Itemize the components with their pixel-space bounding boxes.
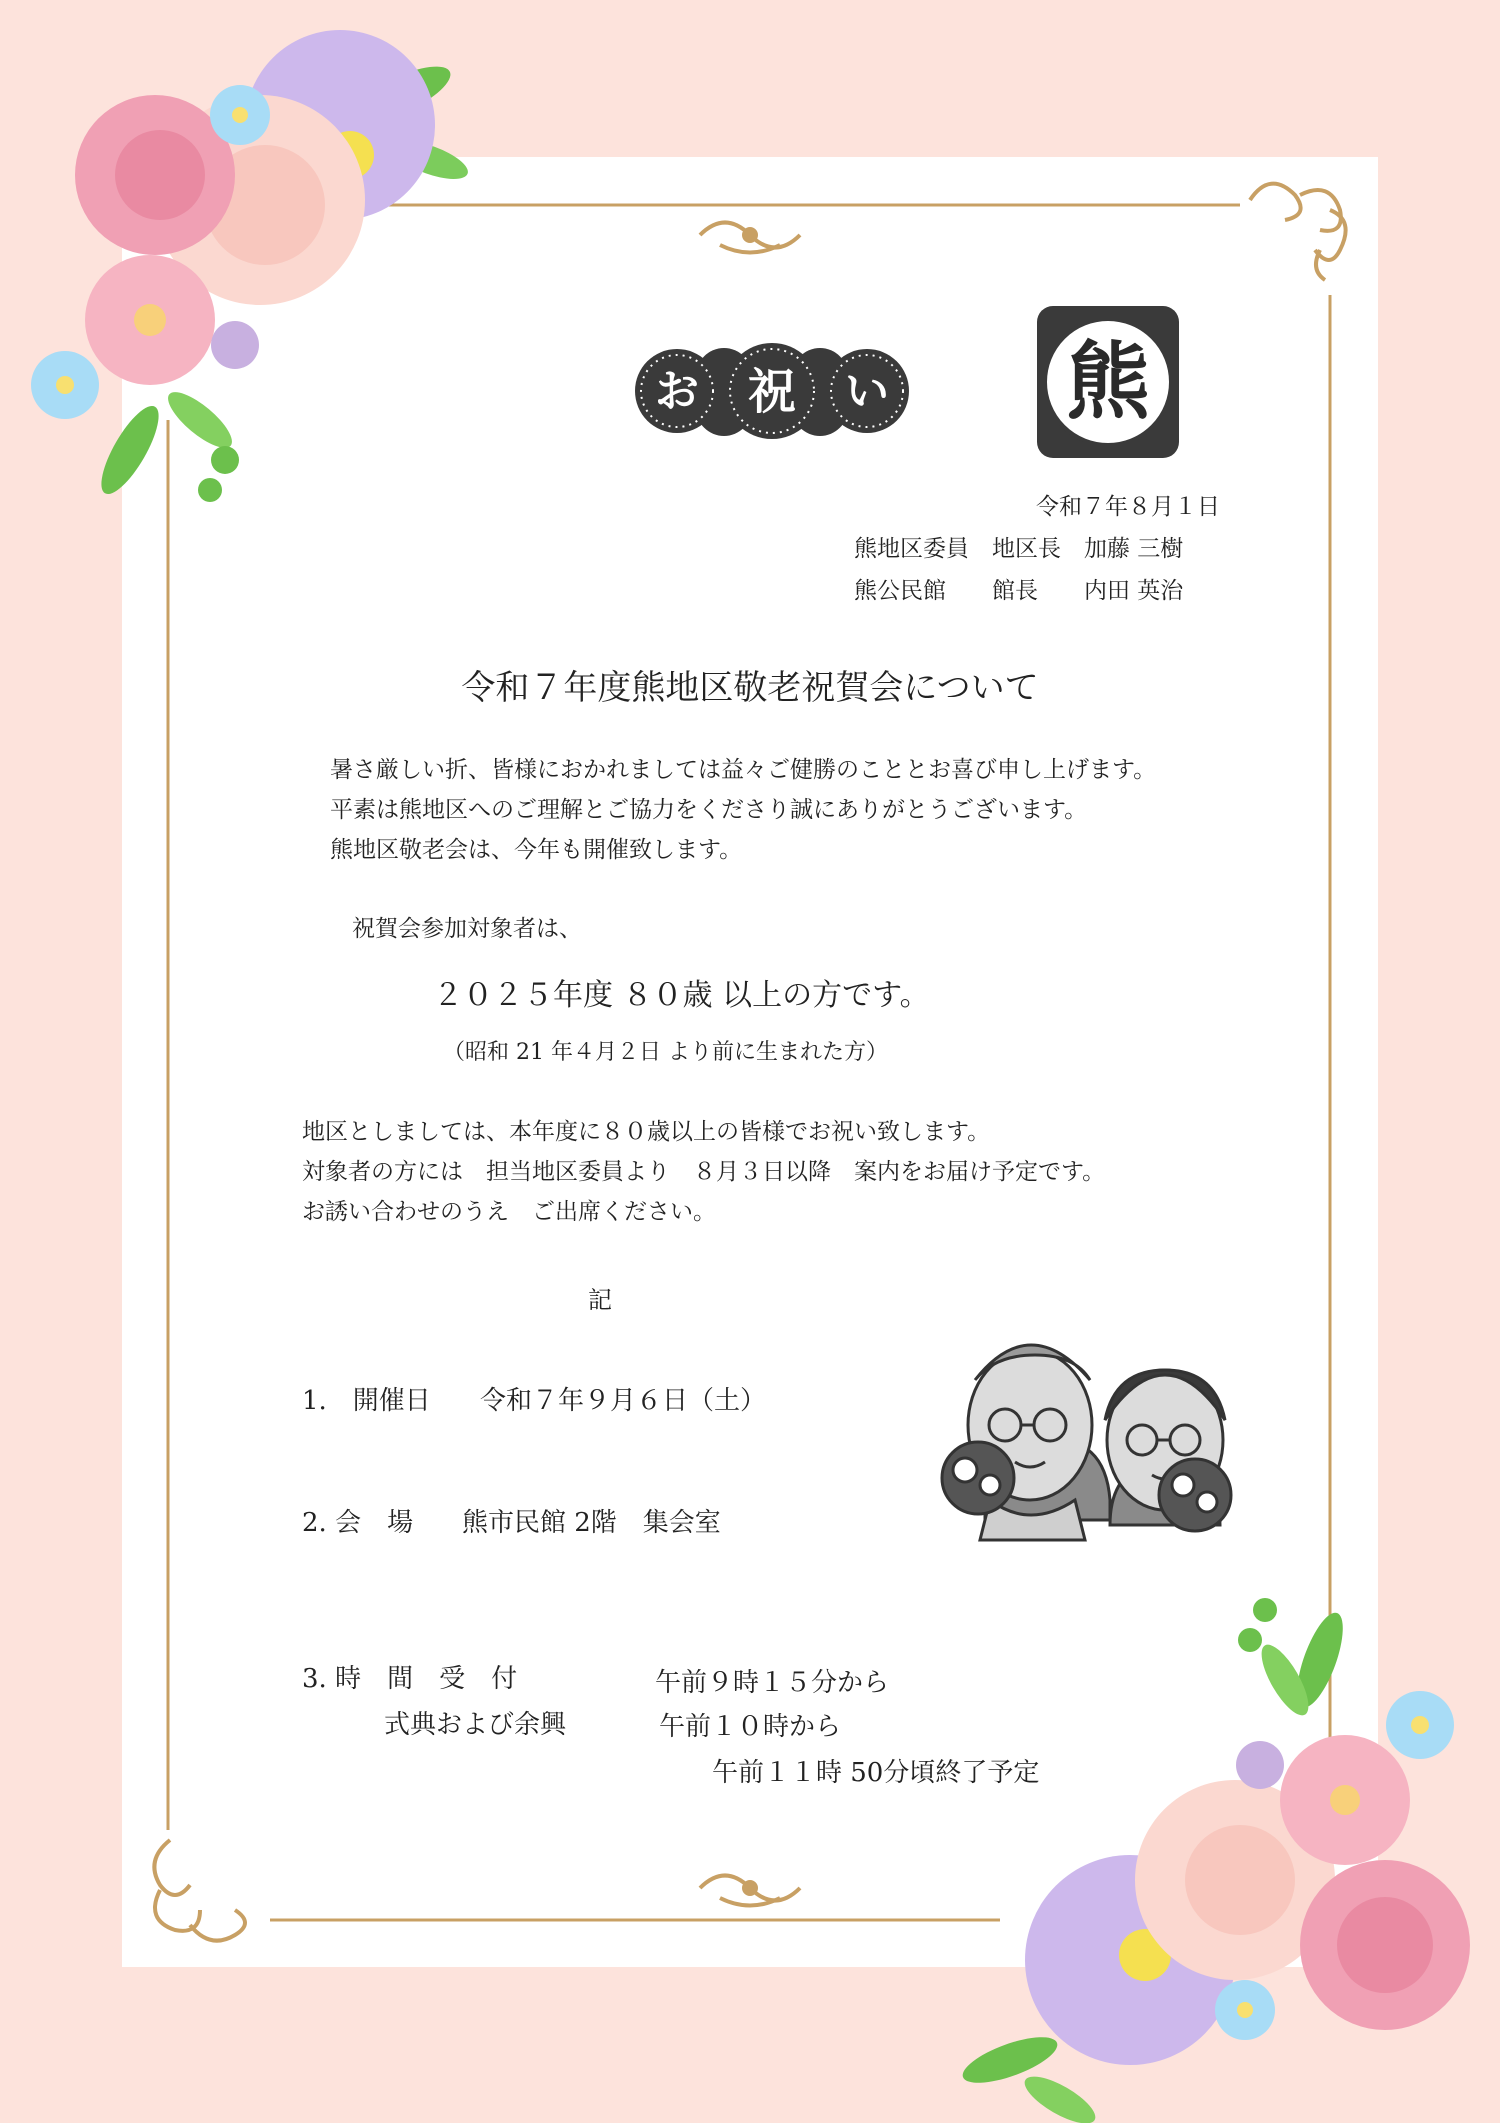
sender-line-2: 熊公民館 館長 内田 英治 — [854, 578, 1184, 604]
notice-line-3: お誘い合わせのうえ ご出席ください。 — [302, 1199, 716, 1225]
intro-line-3: 熊地区敬老会は、今年も開催致します。 — [330, 837, 743, 863]
kuma-circle — [1043, 317, 1173, 447]
kuma-char: 熊 — [1065, 332, 1150, 431]
item-date-value: 令和７年９月６日（土） — [480, 1386, 767, 1416]
oiwai-char-2: 祝 — [747, 364, 797, 420]
eligibility-lead: 祝賀会参加対象者は、 — [352, 916, 582, 942]
oiwai-char-1: お — [655, 366, 699, 417]
oiwai-header — [632, 336, 912, 446]
document-title: 令和７年度熊地区敬老祝賀会について — [461, 668, 1039, 708]
notice-line-1: 地区としましては、本年度に８０歳以上の皆様でお祝い致します。 — [302, 1119, 991, 1145]
intro-line-1: 暑さ厳しい折、皆様におかれましては益々ご健勝のこととお喜び申し上げます。 — [330, 757, 1157, 783]
sender-line-1: 熊地区委員 地区長 加藤 三樹 — [854, 536, 1184, 562]
notice-line-2: 対象者の方には 担当地区委員より ８月３日以降 案内をお届け予定です。 — [302, 1159, 1106, 1185]
item-ceremony-end: 午前１１時 50分頃終了予定 — [712, 1758, 1040, 1788]
item-ceremony-label: 式典および余興 — [384, 1710, 567, 1740]
eligibility-note: （昭和 21 年４月２日 より前に生まれた方） — [443, 1040, 888, 1065]
item-date-label: 1. 開催日 — [302, 1386, 431, 1416]
item-time-label: 3. 時 間 受 付 — [302, 1664, 518, 1694]
item-ceremony-start: 午前１０時から — [659, 1712, 842, 1742]
kuma-badge — [1037, 306, 1179, 458]
intro-paragraph — [330, 750, 1156, 870]
oiwai-char-3: い — [845, 366, 889, 417]
intro-line-2: 平素は熊地区へのご理解とご協力をくださり誠にありがとうございます。 — [330, 797, 1088, 823]
item-time-reception: 午前９時１５分から — [655, 1668, 890, 1698]
notice-paragraph — [302, 1112, 1105, 1232]
ki-heading: 記 — [588, 1286, 612, 1314]
oiwai-scallop-svg — [632, 336, 912, 446]
item-venue-label: 2. 会 場 — [302, 1508, 414, 1538]
item-venue-value: 熊市民館 2階 集会室 — [462, 1508, 721, 1538]
issue-date: 令和７年８月１日 — [1036, 494, 1220, 520]
eligibility-main: ２０２５年度 ８０歳 以上の方です。 — [433, 978, 930, 1013]
